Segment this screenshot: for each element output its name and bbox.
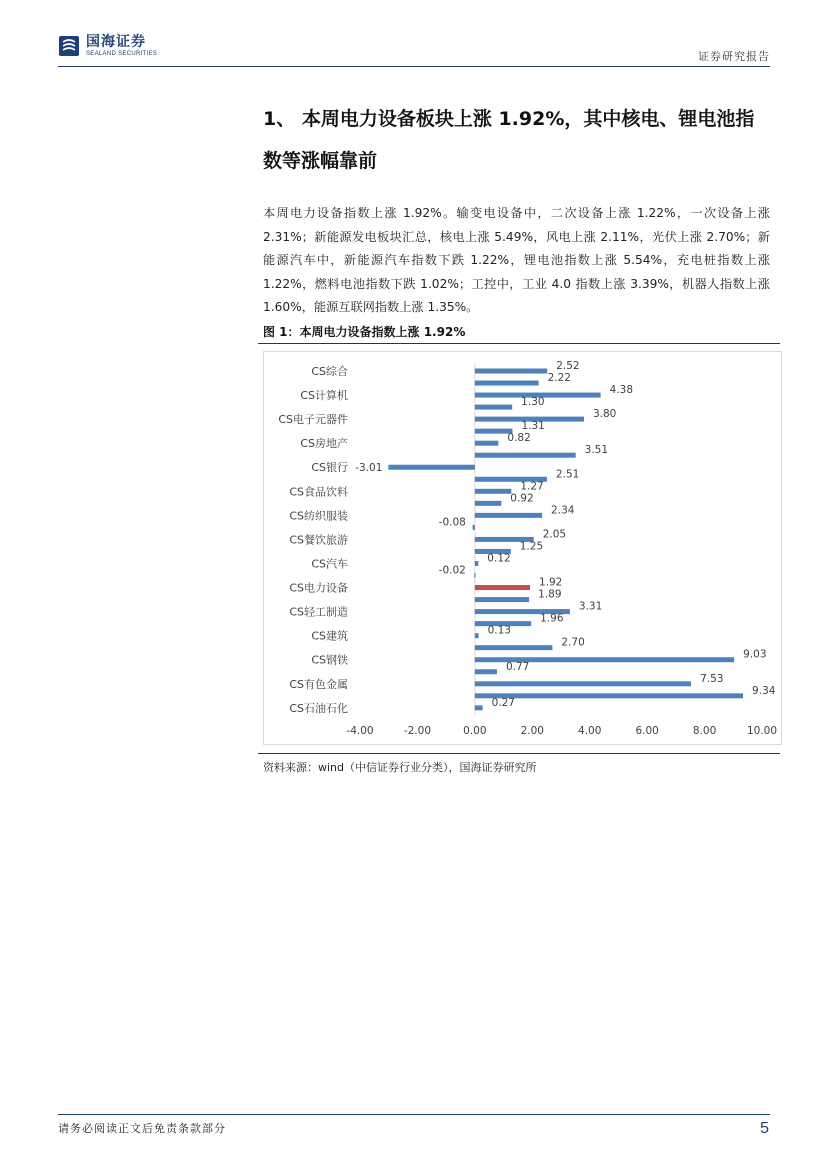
- bar: [475, 453, 576, 458]
- bar: [475, 405, 512, 410]
- category-label: CS钢铁: [311, 653, 348, 667]
- bar-value-label: 2.34: [551, 504, 575, 517]
- page-header: [58, 34, 770, 66]
- bar-value-label: 0.27: [491, 696, 516, 709]
- bar-value-label: 1.31: [521, 420, 545, 433]
- footer-divider: [58, 1114, 770, 1115]
- bar: [473, 525, 475, 530]
- category-label: CS轻工制造: [289, 605, 348, 619]
- figure-top-rule: [258, 343, 780, 344]
- bar-value-label: -3.01: [355, 462, 383, 475]
- bar-value-label: 0.92: [510, 492, 534, 505]
- bar-value-label: 2.51: [555, 468, 580, 481]
- bar: [475, 645, 553, 650]
- bar: [475, 441, 499, 446]
- bar: [475, 489, 511, 494]
- category-label: CS电力设备: [289, 581, 348, 595]
- logo-english-name: SEALAND SECURITIES: [86, 51, 158, 57]
- category-label: CS建筑: [311, 629, 348, 643]
- header-divider: [58, 66, 770, 67]
- bar-value-label: -0.02: [438, 564, 466, 577]
- bar-value-label: 2.52: [556, 360, 580, 372]
- summary-paragraph: 本周电力设备指数上涨 1.92%。输变电设备中，二次设备上涨 1.22%，一次设备上涨 2.31%；新能源发电板块汇总，核电上涨 5.49%，风电上涨 2.11%，光伏上涨 2.70%；新能源汽车中，新能源汽车指数下跌 1.22%，锂电池指数上涨 5.54%，充电桩指数上涨 1.22%，燃料电池指数下跌 1.02%；工控中，工业 4.0 指数上涨 3.39%，机器人指数上涨 1.60%，能源互联网指数上涨 1.35%。: [263, 206, 770, 314]
- bar: [474, 573, 475, 578]
- bar-value-label: 3.51: [584, 444, 609, 457]
- bar: [475, 501, 501, 506]
- bar-value-label: 4.38: [609, 384, 634, 397]
- category-label: CS银行: [311, 461, 348, 475]
- category-label: CS食品饮料: [289, 485, 348, 499]
- x-tick-label: 4.00: [578, 724, 602, 737]
- logo-chinese-name: 国海证券: [86, 34, 146, 50]
- category-label: CS汽车: [311, 557, 348, 571]
- bar-value-label: 2.05: [542, 528, 567, 541]
- footer-disclaimer: 请务必阅读正文后免责条款部分: [58, 1122, 226, 1135]
- bar: [475, 381, 539, 386]
- bar-value-label: 1.27: [520, 480, 544, 493]
- bar: [475, 705, 483, 710]
- category-label: CS计算机: [300, 389, 348, 403]
- bar-value-label: 0.77: [505, 660, 530, 673]
- x-tick-label: 2.00: [520, 724, 544, 737]
- sealand-logo-icon: [58, 35, 80, 57]
- page-number: 5: [760, 1120, 769, 1137]
- bar-value-label: 3.31: [578, 600, 603, 613]
- bar-value-label: 0.82: [507, 432, 531, 445]
- bar: [475, 369, 547, 374]
- category-label: CS纺织服装: [289, 509, 348, 523]
- bar: [475, 669, 497, 674]
- figure-source: 资料来源：wind（中信证券行业分类），国海证券研究所: [263, 761, 537, 774]
- bar-value-label: 1.92: [538, 576, 563, 589]
- bar-value-label: 1.30: [521, 396, 545, 409]
- figure-title: 图 1：本周电力设备指数上涨 1.92%: [263, 325, 466, 339]
- document-type: 证券研究报告: [698, 50, 770, 63]
- bar-value-label: -0.08: [438, 516, 466, 529]
- bar: [475, 513, 542, 518]
- section-title: 1、 本周电力设备板块上涨 1.92%，其中核电、锂电池指数等涨幅靠前: [263, 108, 755, 172]
- bar: [388, 465, 474, 470]
- bar-value-label: 2.70: [561, 636, 585, 649]
- bar: [475, 681, 691, 686]
- category-label: CS房地产: [300, 437, 348, 451]
- bar-value-label: 0.13: [487, 624, 511, 637]
- category-label: CS电子元器件: [278, 413, 348, 427]
- figure-bottom-rule: [258, 753, 780, 754]
- bar: [475, 597, 529, 602]
- x-tick-label: 8.00: [692, 724, 717, 737]
- bar-value-label: 1.96: [540, 612, 564, 625]
- bar: [475, 585, 530, 590]
- bar: [475, 693, 743, 698]
- bar-value-label: 3.80: [592, 408, 617, 421]
- bar-value-label: 2.22: [547, 372, 571, 385]
- category-label: CS有色金属: [289, 677, 348, 691]
- company-logo: [58, 34, 157, 58]
- bar-value-label: 9.03: [743, 648, 767, 661]
- category-label: CS综合: [311, 365, 348, 378]
- category-label: CS餐饮旅游: [289, 533, 348, 547]
- bar: [475, 561, 478, 566]
- category-label: CS石油石化: [289, 701, 348, 715]
- bar-value-label: 9.34: [752, 684, 776, 697]
- x-tick-label: -2.00: [403, 724, 432, 737]
- bar-chart: [263, 351, 782, 745]
- x-tick-label: 10.00: [746, 724, 778, 737]
- x-tick-label: 6.00: [635, 724, 659, 737]
- bar-value-label: 0.12: [487, 552, 511, 565]
- bar-value-label: 1.25: [519, 540, 544, 553]
- bar: [475, 633, 479, 638]
- bar-value-label: 7.53: [700, 672, 724, 685]
- bar-value-label: 1.89: [538, 588, 562, 601]
- x-tick-label: -4.00: [346, 724, 374, 737]
- x-tick-label: 0.00: [463, 724, 487, 737]
